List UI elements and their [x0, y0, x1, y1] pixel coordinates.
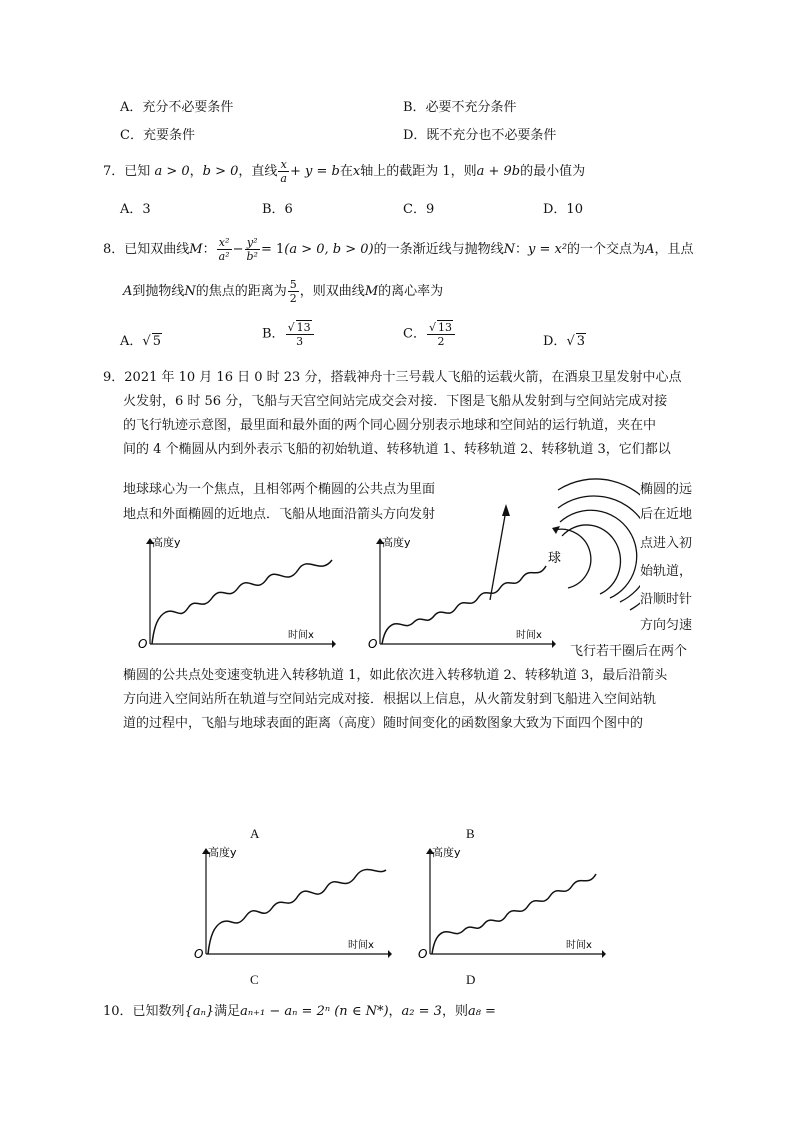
q7-cond-b: b > 0 — [202, 164, 239, 179]
q7-text: ，直线 — [238, 164, 278, 179]
q8-frac-num: 13 — [437, 321, 452, 334]
q8-text: 的离心率为 — [378, 284, 444, 299]
transfer-orbit-3 — [558, 496, 640, 602]
q7-axis: x — [352, 164, 361, 179]
q9-side-text-5: 飞行若干圈后在两个 — [570, 644, 688, 659]
graph-d-x-label: 时间x — [566, 940, 592, 951]
q7-option-c: C．9 — [403, 202, 435, 217]
q8-option-a: A．√ 5 — [120, 334, 161, 349]
graph-d-y-label: 高度y — [432, 846, 461, 859]
q10-text: 已知数列 — [132, 1004, 185, 1019]
q9-row — [103, 366, 693, 390]
q8-text: ： — [202, 242, 216, 257]
q7-line-eq: + y = b — [289, 164, 340, 179]
q8-var: N — [503, 242, 515, 257]
graph-label-d: D — [466, 972, 476, 987]
graph-d-x-arrow-icon — [602, 950, 606, 958]
q8-opt-label: D． — [543, 334, 567, 349]
orbit-arrow-icon — [552, 526, 560, 534]
q8-text: ： — [514, 242, 528, 257]
graph-label-a: A — [250, 826, 260, 841]
q8-opt-label: B． — [262, 326, 285, 342]
q8-opt-value: 3 — [576, 334, 586, 349]
graph-c-x-arrow-icon — [388, 950, 392, 958]
q8-frac-den: 3 — [296, 335, 304, 348]
q7-number: 7． — [103, 164, 125, 179]
q8-stem-line2 — [123, 278, 443, 305]
q8-frac-den: 2 — [289, 292, 297, 305]
q9-side-text-3: 沿顺时针 — [640, 592, 693, 607]
q10-relation: aₙ₊₁ − aₙ = 2ⁿ (n ∈ N*) — [240, 1004, 389, 1019]
q8-frac-y — [245, 236, 260, 263]
q8-parabola: y = x² — [528, 242, 568, 257]
q7-expr: a + 9b — [476, 164, 521, 179]
q8-opt-label: A． — [120, 334, 143, 349]
q8-frac-den: b² — [246, 250, 258, 263]
q7-frac-den: a — [280, 172, 287, 185]
q8-text: 的一条渐近线与抛物线 — [373, 242, 504, 257]
q7-fraction — [278, 158, 289, 185]
q8-number: 8． — [103, 242, 125, 257]
q8-frac-x — [217, 236, 232, 263]
q8-eq: = 1 — [260, 242, 285, 257]
q9-row: 椭圆的公共点处变速变轨进入转移轨道 1，如此依次进入转移轨道 2、转移轨道 3，最后沿箭头 — [123, 668, 668, 683]
graph-label-b: B — [466, 826, 475, 841]
q7-frac-num: x — [278, 158, 289, 172]
q8-option-b — [262, 320, 315, 348]
q9-side-text-2: 始轨道， — [640, 564, 693, 579]
launch-arrow-icon — [502, 504, 510, 516]
earth-label: 球 — [548, 551, 562, 566]
q9-row: 方向进入空间站所在轨道与空间站完成对接．根据以上信息，从火箭发射到飞船进入空间站轨 — [123, 692, 657, 707]
graph-a-x-label: 时间x — [288, 630, 314, 641]
q9-paragraph-top — [103, 366, 693, 462]
transfer-orbit-2 — [560, 510, 637, 598]
q7-text: 已知 — [124, 164, 151, 179]
q9-side-text-4: 方向匀速 — [640, 618, 693, 633]
q10-text: ，则 — [441, 1004, 468, 1019]
q9-row5-right: 椭圆的远 — [640, 482, 693, 497]
graph-b-y-label: 高度y — [382, 536, 411, 549]
q8-frac-num: 13 — [296, 321, 311, 334]
q8-minus: − — [232, 242, 244, 257]
q10-sep: ， — [388, 1004, 402, 1019]
q10-sequence: {aₙ} — [184, 1004, 215, 1019]
q7-option-d: D．10 — [543, 202, 583, 217]
graph-c-x-label: 时间x — [348, 940, 374, 951]
q6-option-d: D．既不充分也不必要条件 — [403, 128, 557, 143]
q8-cond: (a > 0, b > 0) — [284, 242, 374, 257]
graph-b-x-label: 时间x — [516, 630, 542, 641]
q7-text: 在 — [339, 164, 353, 179]
q8-var: A — [123, 284, 133, 299]
q8-text: ，则双曲线 — [299, 284, 365, 299]
q7-option-a: A．3 — [120, 202, 151, 217]
graph-b-x-arrow-icon — [552, 640, 556, 648]
q8-var: M — [189, 242, 203, 257]
q8-text: ，且点 — [654, 242, 694, 257]
q9-row: 道的过程中，飞船与地球表面的距离（高度）随时间变化的函数图象大致为下面四个图中的 — [123, 716, 644, 731]
graph-d-origin: O — [418, 947, 428, 961]
q8-frac-num: y² — [245, 236, 260, 250]
q9-paragraph-bottom — [103, 664, 693, 736]
q10-a8: a₈ = — [467, 1004, 496, 1019]
space-station-orbit — [558, 479, 640, 610]
q9-row5-left: 地球球心为一个焦点，且相邻两个椭圆的公共点为里面 — [123, 482, 436, 497]
q9-row6-right: 后在近地 — [640, 507, 693, 522]
q8-opt-value: 5 — [152, 334, 161, 349]
q6-option-a: A．充分不必要条件 — [120, 100, 234, 115]
q10-stem — [103, 1000, 496, 1019]
graph-a-y-label: 高度y — [152, 536, 181, 549]
q8-frac-den: a² — [218, 250, 230, 263]
q8-text: 到抛物线 — [132, 284, 185, 299]
q7-sep: ， — [189, 164, 203, 179]
q8-stem-line1 — [103, 236, 693, 263]
q8-opt-b-frac: $\frac{√ 13}{3}$ — [286, 320, 314, 348]
q8-text: 已知双曲线 — [124, 242, 190, 257]
q9-side-text-1: 点进入初 — [640, 536, 693, 551]
graph-c-y-label: 高度y — [208, 846, 237, 859]
q8-var: A — [645, 242, 655, 257]
graph-b — [366, 536, 556, 654]
q7-option-b: B．6 — [262, 202, 293, 217]
graph-a — [136, 536, 336, 654]
q8-frac-den: 2 — [437, 335, 445, 348]
q8-text: 的焦点的距离为 — [195, 284, 287, 299]
q10-number: 10． — [103, 1004, 133, 1019]
q9-row6-left: 地点和外面椭圆的近地点．飞船从地面沿箭头方向发射 — [123, 507, 436, 522]
q7-cond-a: a > 0 — [154, 164, 190, 179]
graph-label-c: C — [250, 972, 259, 987]
q8-frac-num: 5 — [289, 278, 297, 291]
q9-text: 2021 年 10 月 16 日 0 时 23 分，搭载神舟十三号载人飞船的运载火箭，在酒泉卫星发射中心点 — [124, 370, 682, 385]
q10-a2: a₂ = 3 — [401, 1004, 442, 1019]
q8-var: M — [364, 284, 379, 299]
graph-a-origin: O — [138, 637, 148, 651]
q8-var: N — [184, 284, 196, 299]
q8-option-c — [403, 320, 456, 348]
q8-opt-c-frac: $\frac{√ 13}{2}$ — [427, 320, 455, 348]
graph-c — [192, 846, 392, 964]
q9-row: 的飞行轨迹示意图，最里面和最外面的两个同心圆分别表示地球和空间站的运行轨道，夹在中 — [123, 418, 657, 433]
graph-b-origin: O — [368, 637, 378, 651]
q8-frac-dist — [288, 278, 299, 305]
graph-c-origin: O — [194, 947, 204, 961]
q6-option-b: B．必要不充分条件 — [403, 100, 517, 115]
graph-d — [416, 846, 606, 964]
q8-option-d: D．√ 3 — [543, 334, 586, 349]
q8-opt-label: C． — [403, 326, 426, 342]
q6-option-c: C．充要条件 — [120, 128, 195, 143]
q9-number: 9． — [103, 370, 125, 385]
q7-text: 的最小值为 — [520, 164, 586, 179]
q9-row: 火发射，6 时 56 分，飞船与天宫空间站完成交会对接．下图是飞船从发射到与空间站完成对接 — [123, 394, 668, 409]
q7-stem — [103, 158, 585, 185]
q8-frac-num: x² — [217, 236, 232, 250]
q8-text: 的一个交点为 — [567, 242, 646, 257]
q10-text: 满足 — [214, 1004, 241, 1019]
q7-text: 轴上的截距为 1，则 — [360, 164, 477, 179]
graph-a-x-arrow-icon — [332, 640, 336, 648]
q9-row: 间的 4 个椭圆从内到外表示飞船的初始轨道、转移轨道 1、转移轨道 2、转移轨道 3，它们都以 — [123, 442, 671, 457]
